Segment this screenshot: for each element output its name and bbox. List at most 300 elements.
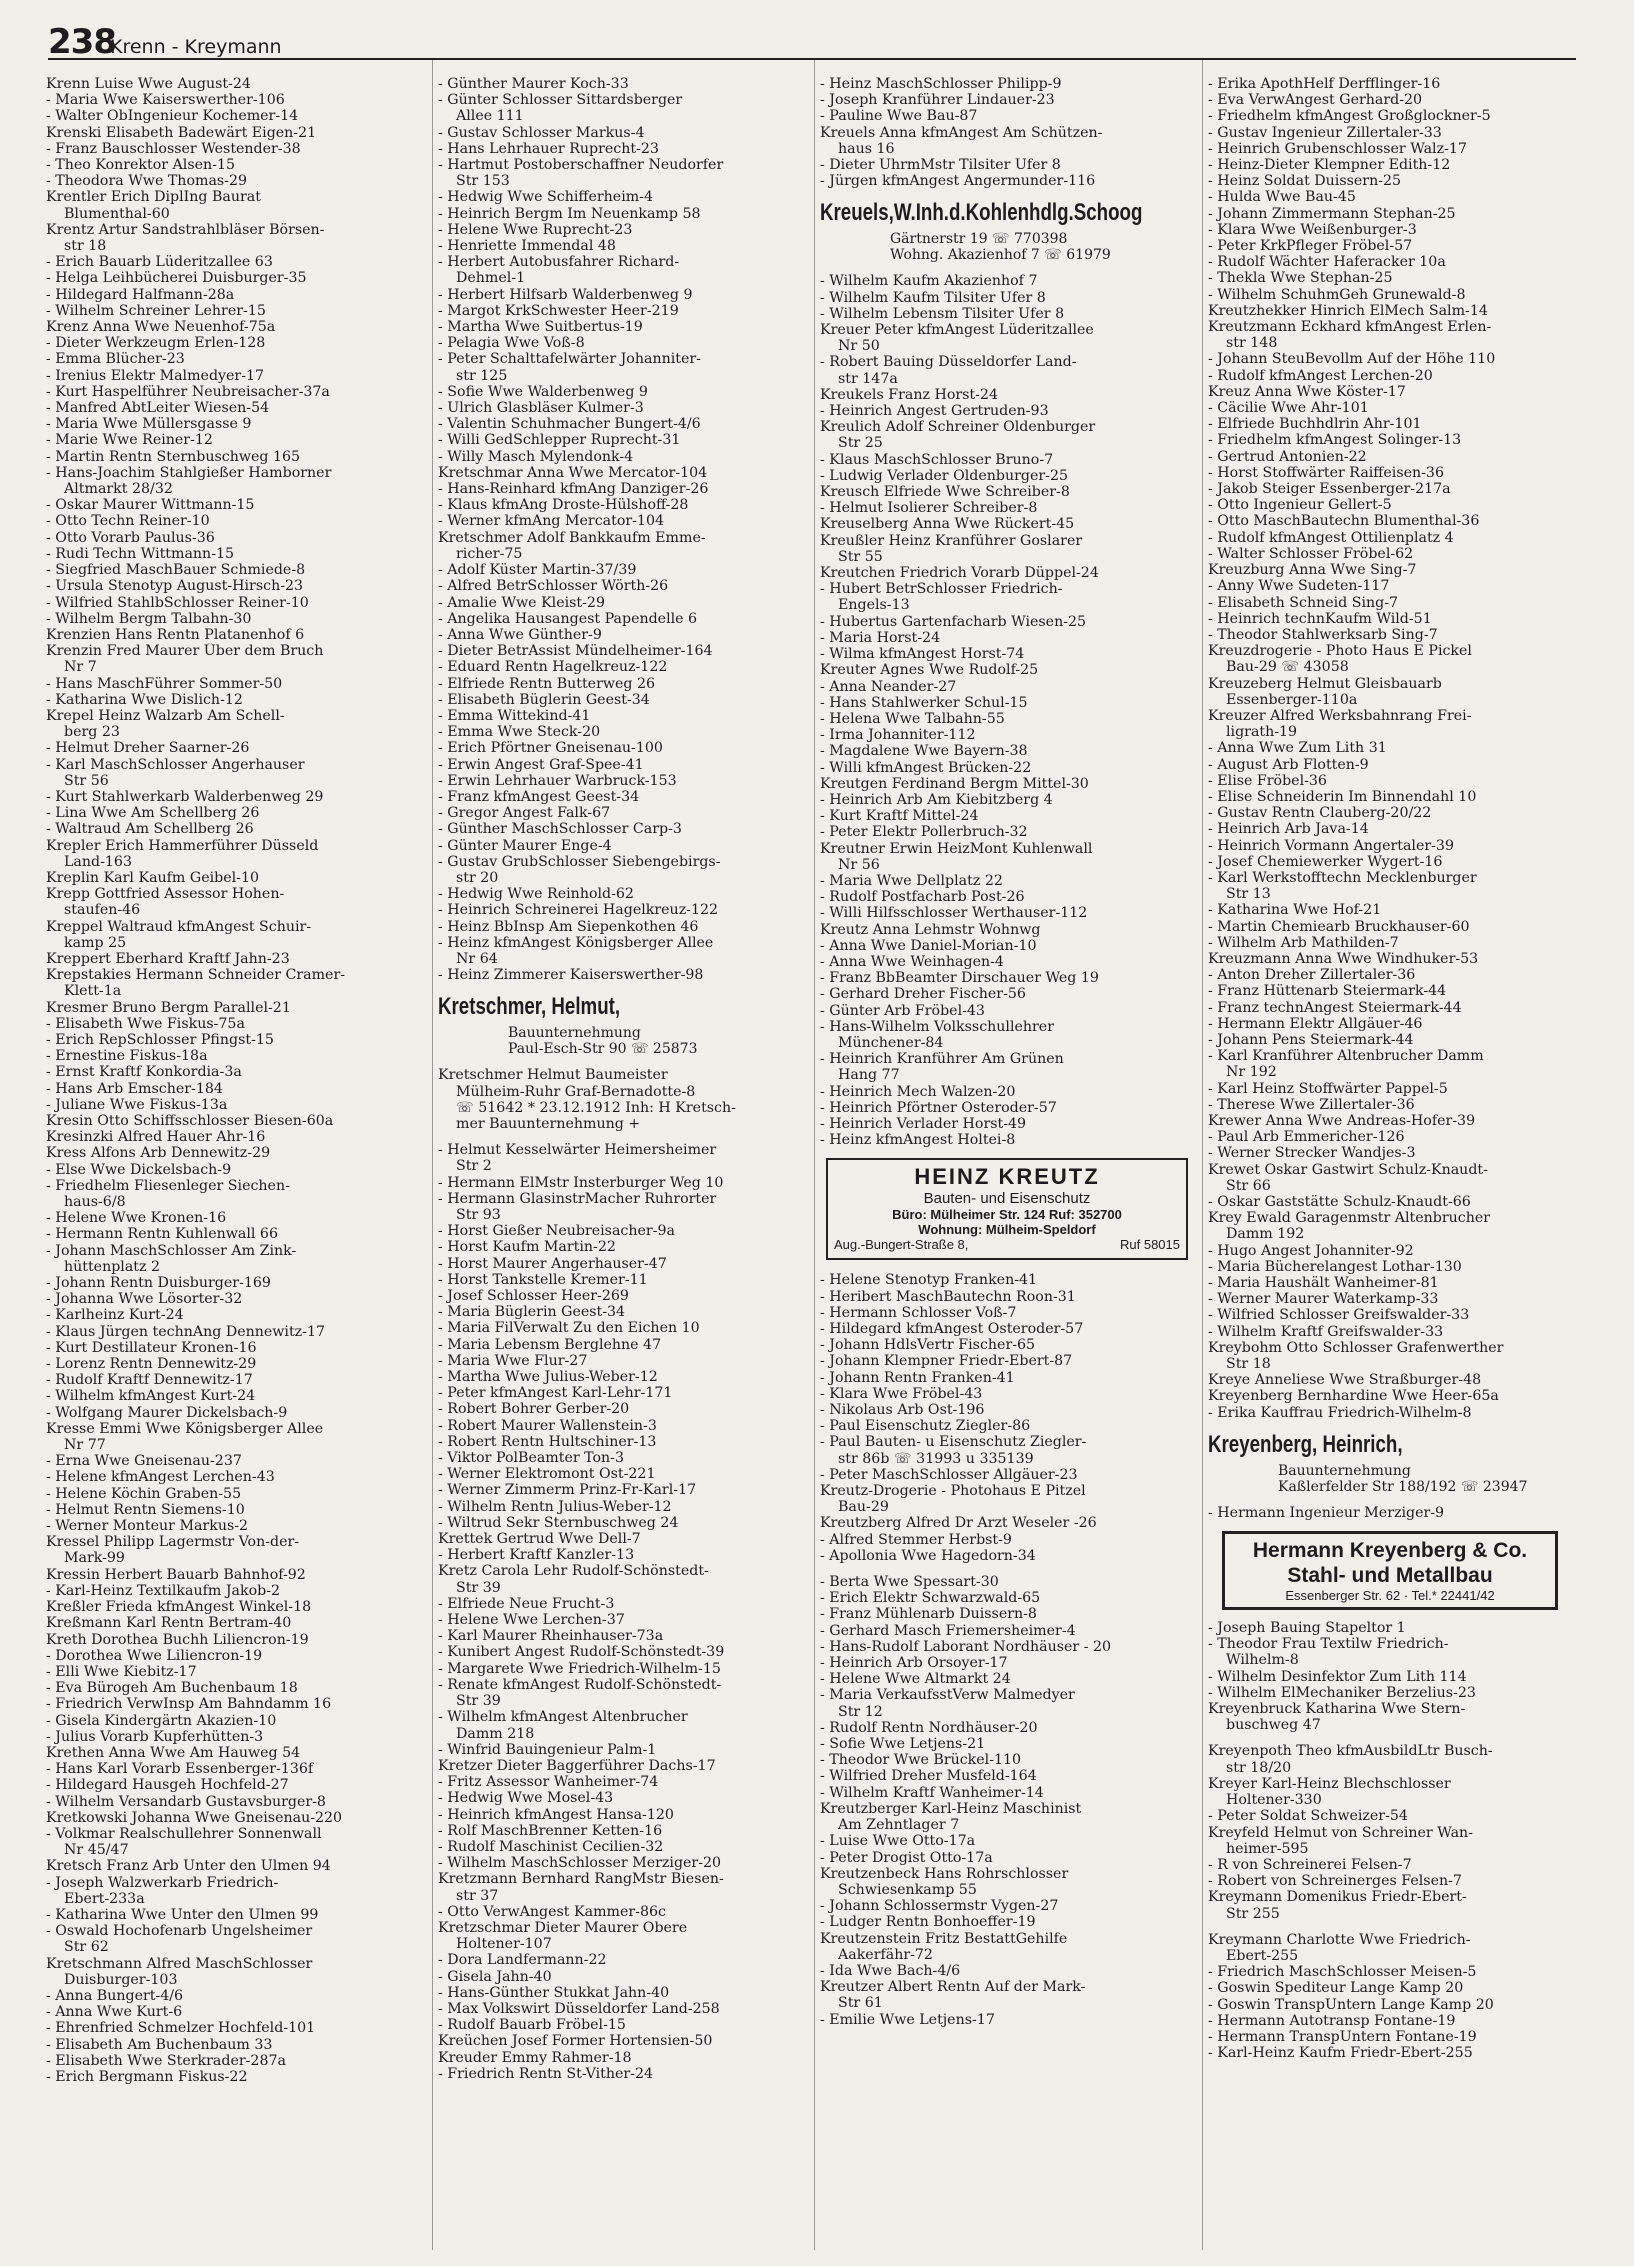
directory-entry-continuation: str 147a <box>838 370 898 387</box>
directory-entry-continuation: Str 18 <box>1226 1356 1271 1373</box>
directory-entry: Kreye Anneliese Wwe Straßburger-48 <box>1208 1372 1482 1389</box>
directory-entry-continuation: Str 56 <box>64 772 109 789</box>
directory-entry-continuation: Str 12 <box>838 1703 883 1720</box>
directory-entry: - Erwin Angest Graf-Spee-41 <box>438 756 644 773</box>
directory-entry: - Hubertus Gartenfacharb Wiesen-25 <box>820 613 1087 630</box>
directory-entry: - Elfriede Rentn Butterweg 26 <box>438 675 656 692</box>
directory-entry-continuation: Bau-29 ☏ 43058 <box>1226 659 1349 676</box>
directory-entry-continuation: mer Bauunternehmung + <box>456 1115 641 1132</box>
directory-entry: - Heinrich Vormann Angertaler-39 <box>1208 837 1454 854</box>
directory-entry: - Otto Vorarb Paulus-36 <box>46 529 215 546</box>
directory-entry-continuation: Nr 7 <box>64 659 97 676</box>
directory-entry: - Ludwig Verlader Oldenburger-25 <box>820 467 1068 484</box>
directory-entry: - Otto MaschBautechn Blumenthal-36 <box>1208 513 1480 530</box>
directory-entry: - Volkmar Realschullehrer Sonnenwall <box>46 1825 322 1842</box>
directory-entry: - Siegfried MaschBauer Schmiede-8 <box>46 562 306 579</box>
directory-entry: - Viktor PolBeamter Ton-3 <box>438 1450 625 1467</box>
directory-entry: Kreplin Karl Kaufm Geibel-10 <box>46 869 260 886</box>
directory-entry: Kreukels Franz Horst-24 <box>820 386 998 403</box>
directory-entry: - Werner Maurer Waterkamp-33 <box>1208 1291 1439 1308</box>
directory-entry: - Joseph Walzwerkarb Friedrich- <box>46 1874 279 1891</box>
spacer <box>1208 1733 1588 1743</box>
directory-entry: - Rudolf Maschinist Cecilien-32 <box>438 1838 664 1855</box>
directory-entry: Kreuter Agnes Wwe Rudolf-25 <box>820 662 1039 679</box>
ad-footer-address: Aug.-Bungert-Straße 8, <box>834 1237 969 1253</box>
directory-entry: - Werner Strecker Wandjes-3 <box>1208 1145 1416 1162</box>
directory-entry: - Maria Wwe Kaiserswerther-106 <box>46 92 285 109</box>
directory-entry: - Friedhelm kfmAngest Großglockner-5 <box>1208 108 1491 125</box>
directory-entry: Kreyenberg Bernhardine Wwe Heer-65a <box>1208 1388 1499 1405</box>
directory-entry: - Joseph Bauing Stapeltor 1 <box>1208 1620 1406 1637</box>
directory-entry: - Helene kfmAngest Lerchen-43 <box>46 1469 275 1486</box>
directory-entry: Kreuels Anna kfmAngest Am Schützen- <box>820 124 1103 141</box>
ad-company-name: Hermann Kreyenberg & Co. <box>1252 1539 1528 1563</box>
directory-entry: - Hubert BetrSchlosser Friedrich- <box>820 581 1063 598</box>
directory-entry: - Anna Bungert-4/6 <box>46 1987 184 2004</box>
directory-entry: - Gerhard Masch Friemersheimer-4 <box>820 1622 1076 1639</box>
directory-entry: - Rudolf Postfacharb Post-26 <box>820 889 1025 906</box>
directory-entry: - Robert Maurer Wallenstein-3 <box>438 1417 657 1434</box>
column-divider <box>1202 60 1203 2250</box>
directory-entry: - Klaus Jürgen technAng Dennewitz-17 <box>46 1323 325 1340</box>
directory-entry: - Anna Wwe Zum Lith 31 <box>1208 740 1387 757</box>
directory-entry-continuation: Str 39 <box>456 1693 501 1710</box>
directory-entry: Krethen Anna Wwe Am Hauweg 54 <box>46 1744 301 1761</box>
directory-entry: - Anny Wwe Sudeten-117 <box>1208 578 1390 595</box>
directory-entry: - Karl Heinz Stoffwärter Pappel-5 <box>1208 1080 1448 1097</box>
directory-entry: - Gustav Schlosser Markus-4 <box>438 124 645 141</box>
column-3 <box>820 76 1200 2256</box>
directory-entry: Kretschmer Adolf Bankkaufm Emme- <box>438 529 706 546</box>
directory-entry: Kresmer Bruno Bergm Parallel-21 <box>46 999 291 1016</box>
directory-entry: - Friedrich MaschSchlosser Meisen-5 <box>1208 1964 1477 1981</box>
directory-entry: - Henriette Immendal 48 <box>438 238 616 255</box>
directory-entry: - Heinz Soldat Duissern-25 <box>1208 173 1402 190</box>
directory-entry: - Hildegard Halfmann-28a <box>46 286 235 303</box>
directory-entry: - Maria Horst-24 <box>820 629 941 646</box>
directory-entry-continuation: Allee 111 <box>456 108 524 125</box>
directory-entry: - Erich Elektr Schwarzwald-65 <box>820 1590 1041 1607</box>
directory-entry: - Luise Wwe Otto-17a <box>820 1833 976 1850</box>
directory-entry-continuation: Nr 50 <box>838 338 880 355</box>
directory-entry: - Wilfried Dreher Musfeld-164 <box>820 1768 1037 1785</box>
directory-entry: - Nikolaus Arb Ost-196 <box>820 1402 985 1419</box>
directory-entry: - Hans-Joachim Stahlgießer Hamborner <box>46 464 332 481</box>
ad-business-line: Bauten- und Eisenschutz <box>923 1190 1091 1208</box>
directory-entry: - Rudolf Kraftf Dennewitz-17 <box>46 1372 253 1389</box>
directory-entry: Kressel Philipp Lagermstr Von-der- <box>46 1534 300 1551</box>
directory-entry: Kreuer Peter kfmAngest Lüderitzallee <box>820 322 1094 339</box>
directory-entry: Krenzin Fred Maurer Über dem Bruch <box>46 643 324 660</box>
directory-entry: - Ludger Rentn Bonhoeffer-19 <box>820 1914 1036 1931</box>
directory-entry: - Wilhelm MaschSchlosser Merziger-20 <box>438 1855 722 1872</box>
directory-entry: - Peter kfmAngest Karl-Lehr-171 <box>438 1385 673 1402</box>
directory-entry: Kreutzberger Karl-Heinz Maschinist <box>820 1800 1082 1817</box>
directory-entry-continuation: Engels-13 <box>838 597 910 614</box>
directory-entry: - Theo Konrektor Alsen-15 <box>46 157 236 174</box>
directory-entry: Krettek Gertrud Wwe Dell-7 <box>438 1531 641 1548</box>
directory-entry: - Theodor Wwe Brückel-110 <box>820 1752 1022 1769</box>
directory-entry: - Wilhelm Kaufm Akazienhof 7 <box>820 273 1038 290</box>
directory-entry: - Irenius Elektr Malmedyer-17 <box>46 367 265 384</box>
directory-entry-continuation: ligrath-19 <box>1226 724 1298 741</box>
directory-entry: - Rudolf kfmAngest Lerchen-20 <box>1208 367 1433 384</box>
directory-entry: - Josef Chemiewerker Wygert-16 <box>1208 853 1443 870</box>
directory-entry: - Heinrich Kranführer Am Grünen <box>820 1051 1064 1068</box>
directory-entry: - Pauline Wwe Bau-87 <box>820 108 978 125</box>
advertisement-box <box>1222 1531 1558 1610</box>
directory-entry: - Adolf Küster Martin-37/39 <box>438 562 637 579</box>
directory-entry: Kreyenpoth Theo kfmAusbildLtr Busch- <box>1208 1743 1493 1760</box>
directory-entry: - Johanna Wwe Lösorter-32 <box>46 1291 243 1308</box>
directory-entry: - Johann MaschSchlosser Am Zink- <box>46 1242 297 1259</box>
directory-entry: - Hildegard kfmAngest Osteroder-57 <box>820 1321 1084 1337</box>
directory-entry: - Anton Dreher Zillertaler-36 <box>1208 967 1416 984</box>
directory-entry: - Karl MaschSchlosser Angerhauser <box>46 756 305 773</box>
directory-entry: - Heinrich Bergm Im Neuenkamp 58 <box>438 205 701 222</box>
directory-entry: - Kunibert Angest Rudolf-Schönstedt-39 <box>438 1644 725 1661</box>
directory-entry: - Hermann Rentn Kuhlenwall 66 <box>46 1226 278 1243</box>
directory-entry: - Berta Wwe Spessart-30 <box>820 1574 999 1591</box>
directory-entry: - Maria Wwe Flur-27 <box>438 1352 588 1369</box>
directory-entry: - Karl Maurer Rheinhauser-73a <box>438 1628 664 1645</box>
directory-entry: - Horst Stoffwärter Raiffeisen-36 <box>1208 464 1444 481</box>
directory-entry: - Hans-Reinhard kfmAng Danziger-26 <box>438 481 709 498</box>
directory-entry: - Sofie Wwe Walderbenweg 9 <box>438 383 648 400</box>
directory-entry: - Otto Techn Reiner-10 <box>46 513 210 530</box>
directory-entry: - Kurt Stahlwerkarb Walderbenweg 29 <box>46 788 324 805</box>
directory-entry-continuation: Münchener-84 <box>838 1034 944 1051</box>
directory-entry: - Eva Bürogeh Am Buchenbaum 18 <box>46 1680 298 1697</box>
directory-entry: - Helene Köchin Graben-55 <box>46 1485 242 1502</box>
directory-entry: - Paul Arb Emmericher-126 <box>1208 1129 1405 1146</box>
directory-entry: - Jürgen kfmAngest Angermunder-116 <box>820 173 1096 190</box>
directory-entry: - Wilhelm Desinfektor Zum Lith 114 <box>1208 1668 1467 1685</box>
directory-entry: - Walter Schlosser Fröbel-62 <box>1208 545 1414 562</box>
directory-entry: Kresin Otto Schiffsschlosser Biesen-60a <box>46 1113 334 1129</box>
firm-detail: Kaßlerfelder Str 188/192 ☏ 23947 <box>1278 1478 1528 1495</box>
directory-entry: - Helmut Dreher Saarner-26 <box>46 740 250 757</box>
directory-entry: - Friedhelm Fliesenleger Siechen- <box>46 1177 290 1194</box>
directory-entry: - Hermann GlasinstrMacher Ruhrorter <box>438 1190 717 1207</box>
directory-entry: - Hermann Schlosser Voß-7 <box>820 1304 1017 1321</box>
directory-entry-continuation: ☏ 51642 * 23.12.1912 Inh: H Kretsch- <box>456 1099 736 1116</box>
directory-entry: Kreutzer Albert Rentn Auf der Mark- <box>820 1979 1086 1996</box>
directory-entry: Kreutzenstein Fritz BestattGehilfe <box>820 1930 1068 1947</box>
directory-entry: Kreutzberg Alfred Dr Arzt Weseler -26 <box>820 1515 1097 1532</box>
directory-entry-continuation: Nr 64 <box>456 950 498 967</box>
column-divider <box>432 60 433 2250</box>
directory-entry: - Hulda Wwe Bau-45 <box>1208 189 1356 206</box>
directory-entry-continuation: hüttenplatz 2 <box>64 1258 161 1275</box>
directory-entry: - Heinrich Pförtner Osteroder-57 <box>820 1099 1057 1116</box>
directory-entry: - Robert Bauing Düsseldorfer Land- <box>820 354 1077 371</box>
directory-entry: - Martin Chemiearb Bruckhauser-60 <box>1208 918 1470 935</box>
directory-entry: - Peter Drogist Otto-17a <box>820 1849 993 1866</box>
directory-entry: - Ernestine Fiskus-18a <box>46 1048 208 1065</box>
firm-detail: Bauunternehmung <box>508 1025 641 1042</box>
directory-entry: Kreußler Heinz Kranführer Goslarer <box>820 532 1083 549</box>
directory-entry: - Friedrich VerwInsp Am Bahndamm 16 <box>46 1696 332 1713</box>
directory-entry: - Renate kfmAngest Rudolf-Schönstedt- <box>438 1676 722 1693</box>
directory-entry: - Horst Tankstelle Kremer-11 <box>438 1271 648 1288</box>
directory-entry: - Herbert Autobusfahrer Richard- <box>438 254 680 271</box>
directory-entry: - Katharina Wwe Dislich-12 <box>46 691 243 708</box>
directory-entry: - Sofie Wwe Letjens-21 <box>820 1736 986 1753</box>
directory-entry: - Heinz kfmAngest Königsberger Allee <box>438 934 714 951</box>
directory-entry: - Wilhelm Versandarb Gustavsburger-8 <box>46 1793 326 1810</box>
directory-entry: - Gregor Angest Falk-67 <box>438 805 611 822</box>
directory-entry: Kreusch Elfriede Wwe Schreiber-8 <box>820 484 1070 501</box>
directory-entry: Kreyenbruck Katharina Wwe Stern- <box>1208 1701 1466 1718</box>
directory-entry: Kretschmar Anna Wwe Mercator-104 <box>438 464 708 481</box>
directory-entry: - Franz Bauschlosser Westender-38 <box>46 140 301 157</box>
directory-entry: Krepel Heinz Walzarb Am Schell- <box>46 707 285 724</box>
directory-entry: Krenn Luise Wwe August-24 <box>46 76 251 92</box>
directory-entry-continuation: str 125 <box>456 367 508 384</box>
directory-entry: Krenski Elisabeth Badewärt Eigen-21 <box>46 124 317 141</box>
directory-entry-continuation: Str 13 <box>1226 886 1271 903</box>
directory-entry: - Herbert Kraftf Kanzler-13 <box>438 1547 635 1564</box>
directory-entry: - Günther Maurer Koch-33 <box>438 76 629 92</box>
directory-entry: Kreutzmann Eckhard kfmAngest Erlen- <box>1208 319 1492 336</box>
directory-entry: Kreppert Eberhard Kraftf Jahn-23 <box>46 950 290 967</box>
directory-entry: Kresinzki Alfred Hauer Ahr-16 <box>46 1129 266 1146</box>
directory-entry: - Franz Hüttenarb Steiermark-44 <box>1208 983 1447 1000</box>
directory-entry: - Josef Schlosser Heer-269 <box>438 1288 629 1305</box>
directory-entry: - Heinz Zimmerer Kaiserswerther-98 <box>438 967 704 984</box>
directory-entry-continuation: str 148 <box>1226 335 1278 352</box>
directory-entry: - Erna Wwe Gneisenau-237 <box>46 1453 242 1470</box>
directory-entry: - Heinrich Arb Am Kiebitzberg 4 <box>820 791 1053 808</box>
directory-entry: - Anna Wwe Daniel-Morian-10 <box>820 937 1037 954</box>
directory-entry: - Helene Wwe Altmarkt 24 <box>820 1671 1011 1688</box>
directory-entry-continuation: Str 61 <box>838 1995 883 2012</box>
firm-detail: Paul-Esch-Str 90 ☏ 25873 <box>508 1041 698 1058</box>
directory-entry: - Helmut Isolierer Schreiber-8 <box>820 500 1038 517</box>
directory-entry: - Peter Soldat Schweizer-54 <box>1208 1808 1408 1825</box>
directory-entry-continuation: Dehmel-1 <box>456 270 526 287</box>
directory-entry: Kretschmann Alfred MaschSchlosser <box>46 1955 313 1972</box>
directory-entry: Kretz Carola Lehr Rudolf-Schönstedt- <box>438 1563 709 1580</box>
directory-entry: - Helene Wwe Ruprecht-23 <box>438 221 633 238</box>
directory-entry: - Werner kfmAng Mercator-104 <box>438 513 665 530</box>
directory-entry-continuation: Bau-29 <box>838 1499 889 1516</box>
directory-entry-continuation: Ebert-255 <box>1226 1947 1299 1964</box>
directory-entry: - Maria Lebensm Berglehne 47 <box>438 1336 662 1353</box>
directory-entry: - Paul Bauten- u Eisenschutz Ziegler- <box>820 1434 1087 1451</box>
firm-detail: Bauunternehmung <box>1278 1462 1411 1479</box>
directory-entry: Kretzer Dieter Baggerführer Dachs-17 <box>438 1757 716 1774</box>
directory-entry: - Elfriede Neue Frucht-3 <box>438 1595 615 1612</box>
directory-entry: - Erich RepSchlosser Pfingst-15 <box>46 1031 274 1048</box>
directory-entry: - Karl Kranführer Altenbrucher Damm <box>1208 1048 1484 1065</box>
directory-entry: - Oskar Maurer Wittmann-15 <box>46 497 255 514</box>
directory-entry: - Karl-Heinz Textilkaufm Jakob-2 <box>46 1582 281 1599</box>
directory-entry: - Hermann Elektr Allgäuer-46 <box>1208 1015 1423 1032</box>
directory-entry: - Magdalene Wwe Bayern-38 <box>820 743 1028 760</box>
directory-entry: - Hermann TranspUntern Fontane-19 <box>1208 2028 1477 2045</box>
directory-entry: - Johann Rentn Duisburger-169 <box>46 1275 271 1292</box>
firm-heading: Kreuels,W.Inh.d.Kohlenhdlg.Schoog <box>820 199 1143 227</box>
directory-entry-continuation: staufen-46 <box>64 902 141 919</box>
directory-entry: - Wilhelm kfmAngest Kurt-24 <box>46 1388 256 1405</box>
directory-entry: - Heinrich Mech Walzen-20 <box>820 1083 1016 1100</box>
directory-entry: - Peter Elektr Pollerbruch-32 <box>820 824 1028 841</box>
directory-entry: Kreuzburg Anna Wwe Sing-7 <box>1208 562 1417 579</box>
directory-entry: - Otto VerwAngest Kammer-86c <box>438 1903 666 1920</box>
directory-entry: - Karl Werkstofftechn Mecklenburger <box>1208 869 1477 886</box>
directory-entry-continuation: str 18/20 <box>1226 1759 1292 1776</box>
firm-heading: Kretschmer, Helmut, <box>438 993 621 1021</box>
directory-entry: - Juliane Wwe Fiskus-13a <box>46 1096 228 1113</box>
directory-entry-continuation: str 20 <box>456 869 499 886</box>
running-head: Krenn - Kreymann <box>110 36 282 58</box>
directory-entry: Kreuzdrogerie - Photo Haus E Pickel <box>1208 643 1472 660</box>
directory-entry-continuation: richer-75 <box>456 545 523 562</box>
directory-entry: - Theodor Frau Textilw Friedrich- <box>1208 1636 1449 1653</box>
spacer <box>820 1564 1200 1574</box>
directory-entry: - Hedwig Wwe Mosel-43 <box>438 1790 614 1807</box>
directory-entry: - Pelagia Wwe Voß-8 <box>438 335 585 352</box>
directory-entry: - Robert Bohrer Gerber-20 <box>438 1401 630 1418</box>
directory-entry: Kreppel Waltraud kfmAngest Schuir- <box>46 918 312 935</box>
directory-entry: - Robert von Schreinerges Felsen-7 <box>1208 1873 1462 1890</box>
directory-entry: - Hans MaschFührer Sommer-50 <box>46 675 283 692</box>
directory-entry: Kreuz Anna Wwe Köster-17 <box>1208 383 1406 400</box>
ad-footer-phone: Ruf 58015 <box>1120 1237 1180 1253</box>
directory-entry: Kreuzer Alfred Werksbahnrang Frei- <box>1208 707 1472 724</box>
spacer <box>438 1132 818 1142</box>
directory-entry: - Maria Bücherelangest Lothar-130 <box>1208 1258 1462 1275</box>
spacer <box>1208 1495 1588 1505</box>
directory-entry: - Robert Rentn Hultschiner-13 <box>438 1433 657 1450</box>
directory-entry: Kreuselberg Anna Wwe Rückert-45 <box>820 516 1075 533</box>
directory-entry-continuation: Wilhelm-8 <box>1226 1652 1299 1669</box>
directory-entry: - Wilhelm Kaufm Tilsiter Ufer 8 <box>820 289 1046 306</box>
directory-entry: - Elisabeth Büglerin Geest-34 <box>438 691 650 708</box>
directory-entry: - Johann Rentn Franken-41 <box>820 1369 1015 1386</box>
directory-entry: - Gustav Ingenieur Zillertaler-33 <box>1208 124 1442 141</box>
directory-entry: - Hartmut Postoberschaffner Neudorfer <box>438 157 724 174</box>
directory-entry: - Eva VerwAngest Gerhard-20 <box>1208 92 1423 109</box>
directory-entry-continuation: Holtener-107 <box>456 1936 552 1953</box>
directory-entry: - Johann Klempner Friedr-Ebert-87 <box>820 1353 1073 1370</box>
directory-entry: - Klara Wwe Fröbel-43 <box>820 1385 983 1402</box>
directory-entry-continuation: Essenberger-110a <box>1226 691 1358 708</box>
directory-entry: - Else Wwe Dickelsbach-9 <box>46 1161 232 1178</box>
directory-entry-continuation: heimer-595 <box>1226 1840 1309 1857</box>
directory-entry: - Wilhelm Lebensm Tilsiter Ufer 8 <box>820 305 1065 322</box>
directory-entry: Kreutgen Ferdinand Bergm Mittel-30 <box>820 775 1089 792</box>
directory-entry: - Peter KrkPfleger Fröbel-57 <box>1208 238 1413 255</box>
directory-entry: Kresse Emmi Wwe Königsberger Allee <box>46 1420 324 1437</box>
directory-entry: - Peter MaschSchlosser Allgäuer-23 <box>820 1466 1078 1483</box>
directory-entry: - Hedwig Wwe Reinhold-62 <box>438 886 634 903</box>
directory-entry: - Erwin Lehrhauer Warbruck-153 <box>438 772 677 789</box>
directory-entry: Kreutner Erwin HeizMont Kuhlenwall <box>820 840 1093 857</box>
directory-entry: - Heinrich Arb Orsoyer-17 <box>820 1655 1008 1672</box>
directory-entry: - Peter Schalttafelwärter Johanniter- <box>438 351 701 368</box>
directory-entry: - Wilhelm ElMechaniker Berzelius-23 <box>1208 1684 1476 1701</box>
directory-entry: - Elli Wwe Kiebitz-17 <box>46 1663 197 1680</box>
directory-entry-continuation: Nr 45/47 <box>64 1842 129 1859</box>
directory-entry: Krenz Anna Wwe Neuenhof-75a <box>46 319 276 336</box>
directory-entry: - Margarete Wwe Friedrich-Wilhelm-15 <box>438 1660 721 1677</box>
column-4 <box>1208 76 1588 2256</box>
directory-entry-continuation: Aakerfähr-72 <box>838 1946 933 1963</box>
directory-entry: - Helene Wwe Kronen-16 <box>46 1210 227 1227</box>
ad-office-address: Büro: Mülheimer Str. 124 Ruf: 352700 <box>892 1207 1122 1223</box>
directory-entry: - Ehrenfried Schmelzer Hochfeld-101 <box>46 2020 316 2037</box>
directory-entry: - Gisela Kindergärtn Akazien-10 <box>46 1712 277 1729</box>
directory-entry-continuation: kamp 25 <box>64 934 127 951</box>
directory-entry: - Kurt Haspelführer Neubreisacher-37a <box>46 383 330 400</box>
directory-entry: Kreutzenbeck Hans Rohrschlosser <box>820 1865 1069 1882</box>
directory-entry: - Johann Zimmermann Stephan-25 <box>1208 205 1456 222</box>
directory-entry: - Hermann Autotransp Fontane-19 <box>1208 2012 1456 2029</box>
directory-entry: - Heinrich Grubenschlosser Walz-17 <box>1208 140 1467 157</box>
directory-entry: - Hermann Ingenieur Merziger-9 <box>1208 1504 1445 1521</box>
directory-entry: - Karl-Heinz Kaufm Friedr-Ebert-255 <box>1208 2045 1473 2062</box>
directory-entry: - Heinrich Angest Gertruden-93 <box>820 403 1049 420</box>
directory-entry-continuation: Str 153 <box>456 173 510 190</box>
directory-entry: Krewet Oskar Gastwirt Schulz-Knaudt- <box>1208 1161 1488 1178</box>
directory-entry: - Fritz Assessor Wanheimer-74 <box>438 1774 659 1791</box>
directory-entry: - Angelika Hausangest Papendelle 6 <box>438 610 698 627</box>
directory-entry: - Wilhelm Arb Mathilden-7 <box>1208 934 1399 951</box>
directory-entry: - Franz technAngest Steiermark-44 <box>1208 999 1462 1016</box>
directory-entry: - Heinz MaschSchlosser Philipp-9 <box>820 76 1062 92</box>
directory-entry-continuation: Mark-99 <box>64 1550 125 1567</box>
directory-entry: - Goswin Spediteur Lange Kamp 20 <box>1208 1980 1464 1997</box>
directory-entry: - Martha Wwe Suitbertus-19 <box>438 319 643 336</box>
directory-entry: - Therese Wwe Zillertaler-36 <box>1208 1096 1415 1113</box>
directory-entry: - Willi Hilfsschlosser Werthauser-112 <box>820 905 1088 922</box>
directory-entry-continuation: Nr 56 <box>838 856 880 873</box>
directory-entry-continuation: Hang 77 <box>838 1067 900 1084</box>
directory-entry: - Max Volkswirt Düsseldorfer Land-258 <box>438 2000 720 2017</box>
directory-entry: - Emma Wittekind-41 <box>438 707 591 724</box>
directory-entry: - Anna Wwe Günther-9 <box>438 626 602 643</box>
directory-entry: - Hermann ElMstr Insterburger Weg 10 <box>438 1174 724 1191</box>
directory-entry: - Wilhelm Rentn Julius-Weber-12 <box>438 1498 672 1515</box>
directory-entry: - Joseph Kranführer Lindauer-23 <box>820 92 1055 109</box>
directory-entry: - Maria Büglerin Geest-34 <box>438 1304 626 1321</box>
page-header <box>48 22 1576 62</box>
directory-entry: - Wilhelm SchuhmGeh Grunewald-8 <box>1208 286 1466 303</box>
directory-entry: Kressin Herbert Bauarb Bahnhof-92 <box>46 1566 306 1583</box>
directory-entry: Kreutchen Friedrich Vorarb Düppel-24 <box>820 565 1099 582</box>
directory-entry-continuation: Str 2 <box>456 1158 492 1175</box>
directory-entry-continuation: haus-6/8 <box>64 1194 126 1211</box>
directory-entry: - Heinrich Schreinerei Hagelkreuz-122 <box>438 902 719 919</box>
directory-entry: - Hedwig Wwe Schifferheim-4 <box>438 189 654 206</box>
directory-entry: - Ernst Kraftf Konkordia-3a <box>46 1064 242 1081</box>
directory-entry-continuation: buschweg 47 <box>1226 1717 1321 1734</box>
directory-entry: - Wilhelm kfmAngest Altenbrucher <box>438 1709 688 1726</box>
directory-entry: - Horst Kaufm Martin-22 <box>438 1239 616 1256</box>
spacer <box>1208 1922 1588 1932</box>
directory-entry: - Wolfgang Maurer Dickelsbach-9 <box>46 1404 288 1421</box>
directory-entry: - Walter ObIngenieur Kochemer-14 <box>46 108 299 125</box>
ad-address: Essenberger Str. 62 · Tel.* 22441/42 <box>1285 1588 1495 1604</box>
directory-entry: - Lina Wwe Am Schellberg 26 <box>46 805 260 822</box>
directory-entry: - Wilfried StahlbSchlosser Reiner-10 <box>46 594 309 611</box>
directory-entry-continuation: Land-163 <box>64 853 132 870</box>
directory-entry: - Friedhelm kfmAngest Solinger-13 <box>1208 432 1462 449</box>
directory-entry: - Helmut Rentn Siemens-10 <box>46 1501 245 1518</box>
